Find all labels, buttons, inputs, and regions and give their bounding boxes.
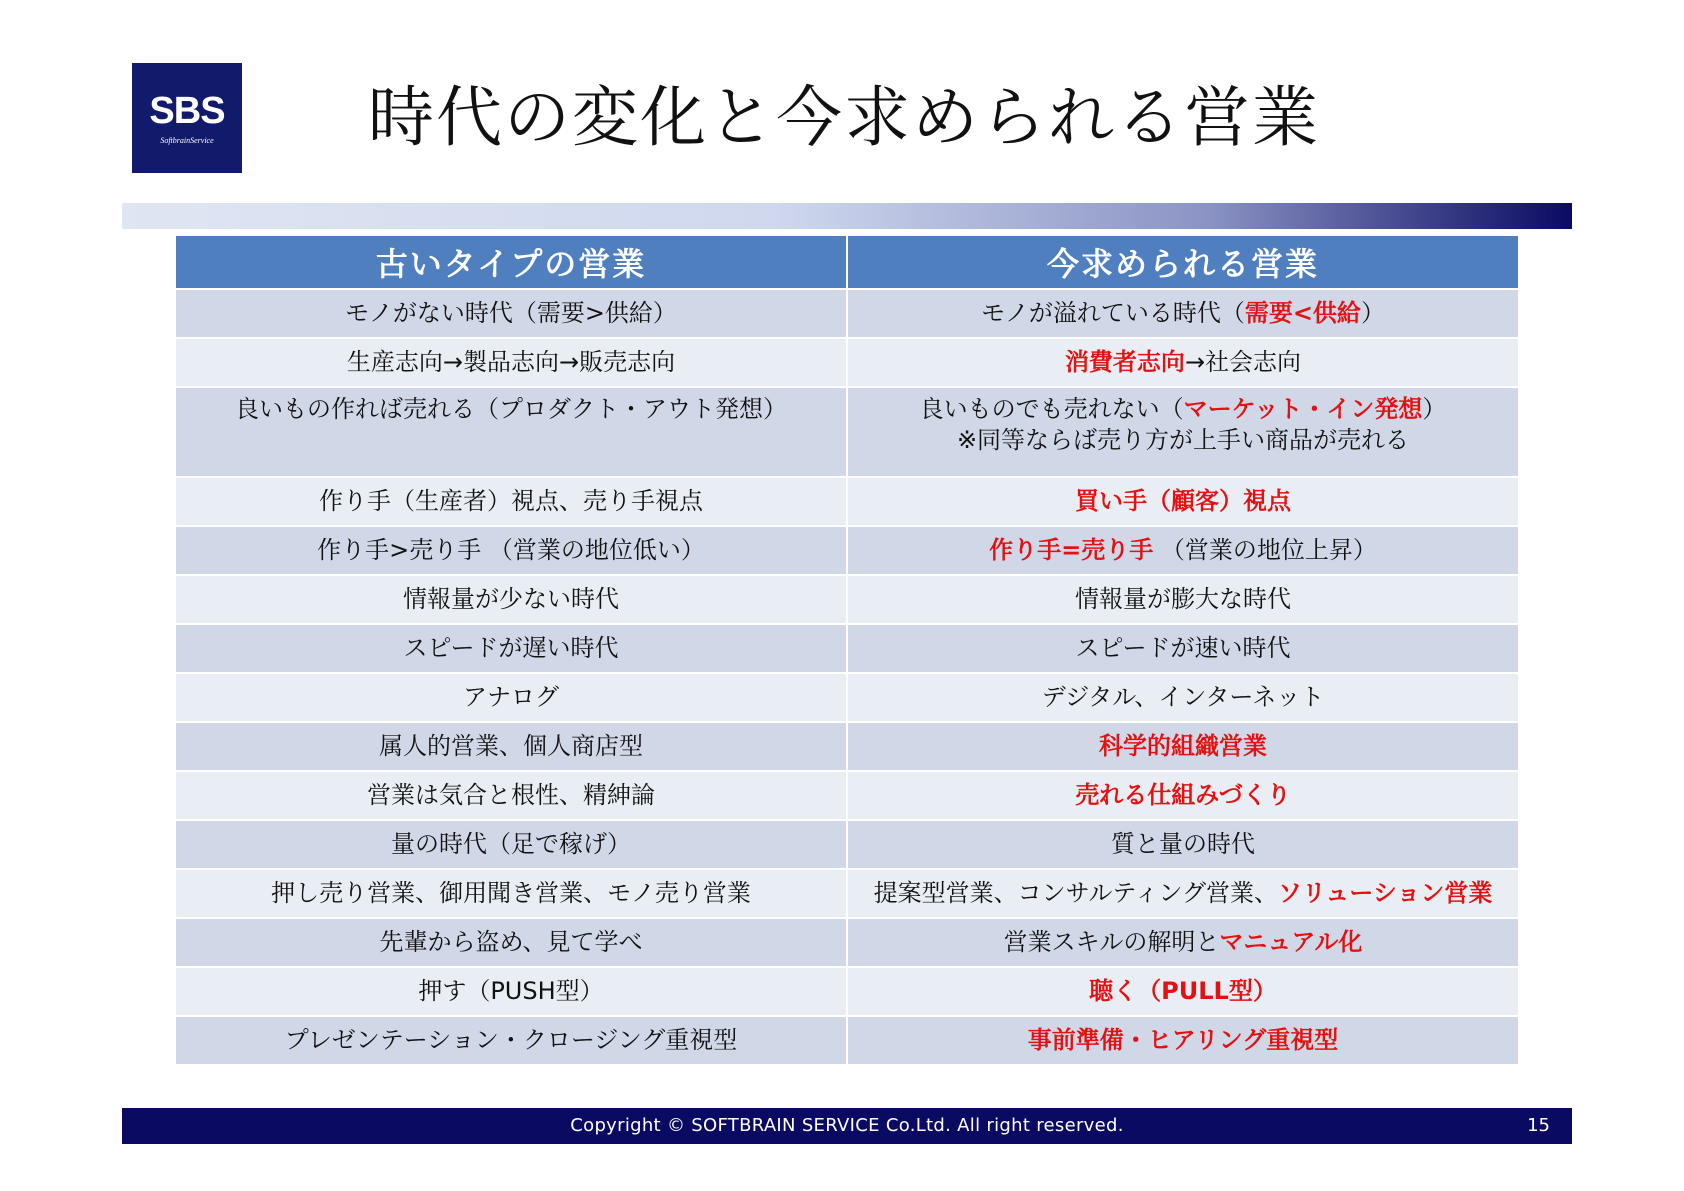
- cell-text: ）: [1360, 298, 1385, 327]
- cell-text: 営業スキルの解明と: [1003, 927, 1220, 956]
- new-type-text: [854, 927, 1512, 958]
- old-type-cell: 営業は気合と根性、精紳論: [175, 771, 847, 820]
- cell-text: 情報量が膨大な時代: [1075, 584, 1291, 613]
- new-type-text: [854, 298, 1512, 329]
- old-type-cell: 作り手>売り手 （営業の地位低い）: [175, 526, 847, 575]
- table-row: [175, 477, 1519, 526]
- new-type-cell: [847, 575, 1519, 624]
- table-row: [175, 338, 1519, 387]
- table-row: [175, 289, 1519, 338]
- new-type-text: [854, 780, 1512, 811]
- new-type-cell: [847, 722, 1519, 771]
- old-type-cell: 属人的営業、個人商店型: [175, 722, 847, 771]
- highlight-text: 事前準備・ヒアリング重視型: [1027, 1025, 1339, 1054]
- old-type-cell: 作り手（生産者）視点、売り手視点: [175, 477, 847, 526]
- new-type-text: [854, 394, 1512, 425]
- old-type-cell: 生産志向→製品志向→販売志向: [175, 338, 847, 387]
- table-body: [175, 289, 1519, 1065]
- highlight-text: ソリューション営業: [1278, 878, 1493, 907]
- new-type-cell: [847, 869, 1519, 918]
- new-type-cell: [847, 673, 1519, 722]
- logo-text: SBS: [149, 89, 225, 132]
- highlight-text: マーケット・イン発想: [1183, 395, 1423, 423]
- slide-title: 時代の変化と今求められる営業: [368, 79, 1320, 156]
- new-type-text: [854, 584, 1512, 615]
- old-type-cell: プレゼンテーション・クロージング重視型: [175, 1016, 847, 1065]
- cell-text: スピードが速い時代: [1075, 633, 1291, 662]
- cell-text: 良いものでも売れない（: [919, 395, 1184, 423]
- new-type-text: [854, 535, 1512, 566]
- cell-note: ※同等ならば売り方が上手い商品が売れる: [956, 426, 1410, 455]
- cell-text: 提案型営業、コンサルティング営業、: [873, 878, 1279, 907]
- header-old-type: 古いタイプの営業: [175, 235, 847, 289]
- new-type-text: [854, 878, 1512, 909]
- new-type-cell: [847, 477, 1519, 526]
- old-type-cell: 良いもの作れば売れる（プロダクト・アウト発想）: [175, 387, 847, 477]
- new-type-cell: [847, 624, 1519, 673]
- logo-subtext: SoftbrainService: [160, 135, 214, 145]
- old-type-cell: スピードが遅い時代: [175, 624, 847, 673]
- new-type-cell: [847, 918, 1519, 967]
- highlight-text: 聴く（PULL型）: [1089, 976, 1277, 1005]
- new-type-text: [854, 976, 1512, 1007]
- table-row: [175, 967, 1519, 1016]
- new-type-cell: [847, 820, 1519, 869]
- table-row: [175, 1016, 1519, 1065]
- highlight-text: 科学的組織営業: [1099, 731, 1267, 760]
- table-row: [175, 387, 1519, 477]
- new-type-text: [854, 731, 1512, 762]
- highlight-text: 売れる仕組みづくり: [1075, 780, 1291, 809]
- cell-text: デジタル、インターネット: [1041, 682, 1325, 711]
- new-type-cell: [847, 289, 1519, 338]
- table-row: [175, 722, 1519, 771]
- new-type-text: [854, 682, 1512, 713]
- table-header-row: [175, 235, 1519, 289]
- footer-bar: [122, 1108, 1572, 1144]
- cell-text: →社会志向: [1184, 347, 1302, 376]
- new-type-text: [854, 1025, 1512, 1056]
- table-row: [175, 771, 1519, 820]
- cell-text: ）: [1422, 395, 1447, 423]
- new-type-text: [854, 829, 1512, 860]
- old-type-cell: 押す（PUSH型）: [175, 967, 847, 1016]
- table-row: [175, 918, 1519, 967]
- copyright-text: Copyright © SOFTBRAIN SERVICE Co.Ltd. All right reserved.: [570, 1115, 1124, 1136]
- highlight-text: マニュアル化: [1219, 927, 1363, 956]
- highlight-text: 作り手=売り手: [989, 535, 1154, 564]
- header-new-type: 今求められる営業: [847, 235, 1519, 289]
- table-row: [175, 526, 1519, 575]
- old-type-cell: 先輩から盗め、見て学べ: [175, 918, 847, 967]
- new-type-cell: [847, 387, 1519, 477]
- new-type-cell: [847, 771, 1519, 820]
- table-row: [175, 624, 1519, 673]
- highlight-text: 需要<供給: [1244, 298, 1361, 327]
- page-number: 15: [1527, 1115, 1550, 1136]
- new-type-text: [854, 633, 1512, 664]
- old-type-cell: 押し売り営業、御用聞き営業、モノ売り営業: [175, 869, 847, 918]
- table-row: [175, 575, 1519, 624]
- cell-text: モノが溢れている時代（: [981, 298, 1245, 327]
- title-gradient-band: [122, 203, 1572, 229]
- new-type-text: [854, 486, 1512, 517]
- highlight-text: 買い手（顧客）視点: [1075, 486, 1291, 515]
- comparison-table: [174, 234, 1520, 1066]
- new-type-cell: [847, 1016, 1519, 1065]
- old-type-cell: 量の時代（足で稼げ）: [175, 820, 847, 869]
- new-type-cell: [847, 967, 1519, 1016]
- old-type-cell: アナログ: [175, 673, 847, 722]
- cell-text: 質と量の時代: [1111, 829, 1255, 858]
- highlight-text: 消費者志向: [1064, 347, 1185, 376]
- table-row: [175, 673, 1519, 722]
- table-row: [175, 869, 1519, 918]
- sbs-logo: [132, 63, 242, 173]
- cell-text: （営業の地位上昇）: [1153, 535, 1377, 564]
- old-type-cell: 情報量が少ない時代: [175, 575, 847, 624]
- new-type-cell: [847, 338, 1519, 387]
- table-row: [175, 820, 1519, 869]
- new-type-text: [854, 347, 1512, 378]
- new-type-cell: [847, 526, 1519, 575]
- old-type-cell: モノがない時代（需要>供給）: [175, 289, 847, 338]
